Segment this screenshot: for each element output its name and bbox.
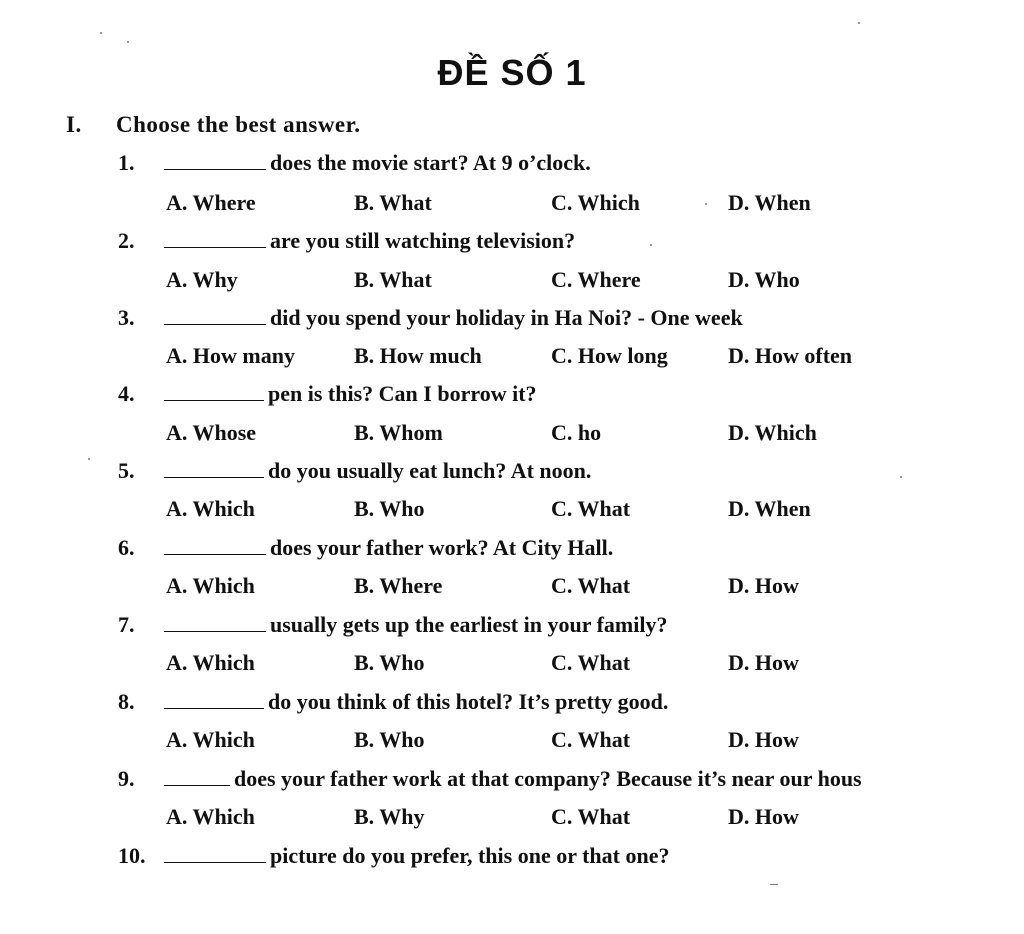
option-a: A. Which [166, 804, 255, 829]
answer-blank [164, 151, 266, 170]
question-number: 9. [118, 766, 135, 791]
answer-blank [164, 844, 266, 863]
option-a: A. Which [166, 496, 255, 521]
option-c: C. How long [551, 343, 668, 368]
question-number: 5. [118, 458, 135, 483]
question-3 [118, 305, 743, 331]
question-number: 7. [118, 612, 135, 637]
question-number: 10. [118, 843, 146, 868]
option-c: C. Which [551, 190, 640, 215]
option-c: C. What [551, 573, 631, 598]
question-4 [118, 381, 537, 407]
option-c: C. What [551, 496, 631, 521]
option-d: D. How [728, 650, 799, 675]
page-title: ĐỀ SỐ 1 [437, 52, 587, 93]
question-9 [118, 766, 862, 792]
section-number: I. [66, 112, 82, 137]
scan-speck [100, 32, 102, 34]
answer-blank [164, 767, 230, 786]
scan-speck [770, 884, 778, 885]
option-d: D. How [728, 804, 799, 829]
question-number: 8. [118, 689, 135, 714]
option-d: D. When [728, 496, 811, 521]
question-text: does the movie start? At 9 o’clock. [270, 150, 591, 175]
question-text: pen is this? Can I borrow it? [268, 381, 537, 406]
question-10 [118, 843, 669, 869]
option-d: D. Which [728, 420, 817, 445]
option-a: A. Where [166, 190, 256, 215]
answer-blank [164, 459, 264, 478]
scan-speck [705, 203, 707, 205]
question-2 [118, 228, 575, 254]
question-text: does your father work at that company? Because it’s near our hous [234, 766, 862, 791]
option-b: B. How much [354, 343, 482, 368]
option-b: B. Why [354, 804, 425, 829]
question-7 [118, 612, 667, 638]
question-1 [118, 150, 591, 176]
section-instruction: Choose the best answer. [116, 112, 361, 137]
option-b: B. Who [354, 496, 425, 521]
option-d: D. Who [728, 267, 800, 292]
answer-blank [164, 690, 264, 709]
scan-speck [127, 41, 129, 43]
answer-blank [164, 536, 266, 555]
option-d: D. How [728, 573, 799, 598]
option-b: B. Who [354, 727, 425, 752]
option-b: B. Whom [354, 420, 443, 445]
option-a: A. Which [166, 573, 255, 598]
question-text: do you think of this hotel? It’s pretty good. [268, 689, 669, 714]
question-8 [118, 689, 668, 715]
option-d: D. When [728, 190, 811, 215]
option-a: A. Which [166, 727, 255, 752]
scan-speck [88, 458, 90, 460]
option-b: B. What [354, 267, 432, 292]
option-d: D. How [728, 727, 799, 752]
answer-blank [164, 613, 266, 632]
question-text: picture do you prefer, this one or that one? [270, 843, 670, 868]
option-c: C. What [551, 804, 631, 829]
question-text: did you spend your holiday in Ha Noi? - One week [270, 305, 743, 330]
question-text: do you usually eat lunch? At noon. [268, 458, 592, 483]
section-heading [66, 112, 361, 138]
option-c: C. Where [551, 267, 641, 292]
question-number: 2. [118, 228, 135, 253]
option-b: B. What [354, 190, 432, 215]
option-c: C. ho [551, 420, 602, 445]
question-number: 3. [118, 305, 135, 330]
option-a: A. How many [166, 343, 295, 368]
question-number: 1. [118, 150, 135, 175]
scan-speck [900, 476, 902, 478]
question-text: usually gets up the earliest in your family? [270, 612, 668, 637]
option-a: A. Which [166, 650, 255, 675]
question-number: 6. [118, 535, 135, 560]
option-b: B. Where [354, 573, 443, 598]
question-number: 4. [118, 381, 135, 406]
option-c: C. What [551, 727, 631, 752]
question-text: are you still watching television? [270, 228, 576, 253]
option-c: C. What [551, 650, 631, 675]
option-d: D. How often [728, 343, 853, 368]
answer-blank [164, 382, 264, 401]
option-a: A. Why [166, 267, 238, 292]
option-b: B. Who [354, 650, 425, 675]
question-5 [118, 458, 591, 484]
option-a: A. Whose [166, 420, 257, 445]
scan-speck [650, 244, 652, 246]
question-text: does your father work? At City Hall. [270, 535, 614, 560]
answer-blank [164, 229, 266, 248]
question-6 [118, 535, 613, 561]
answer-blank [164, 306, 266, 325]
scan-speck [858, 22, 860, 24]
